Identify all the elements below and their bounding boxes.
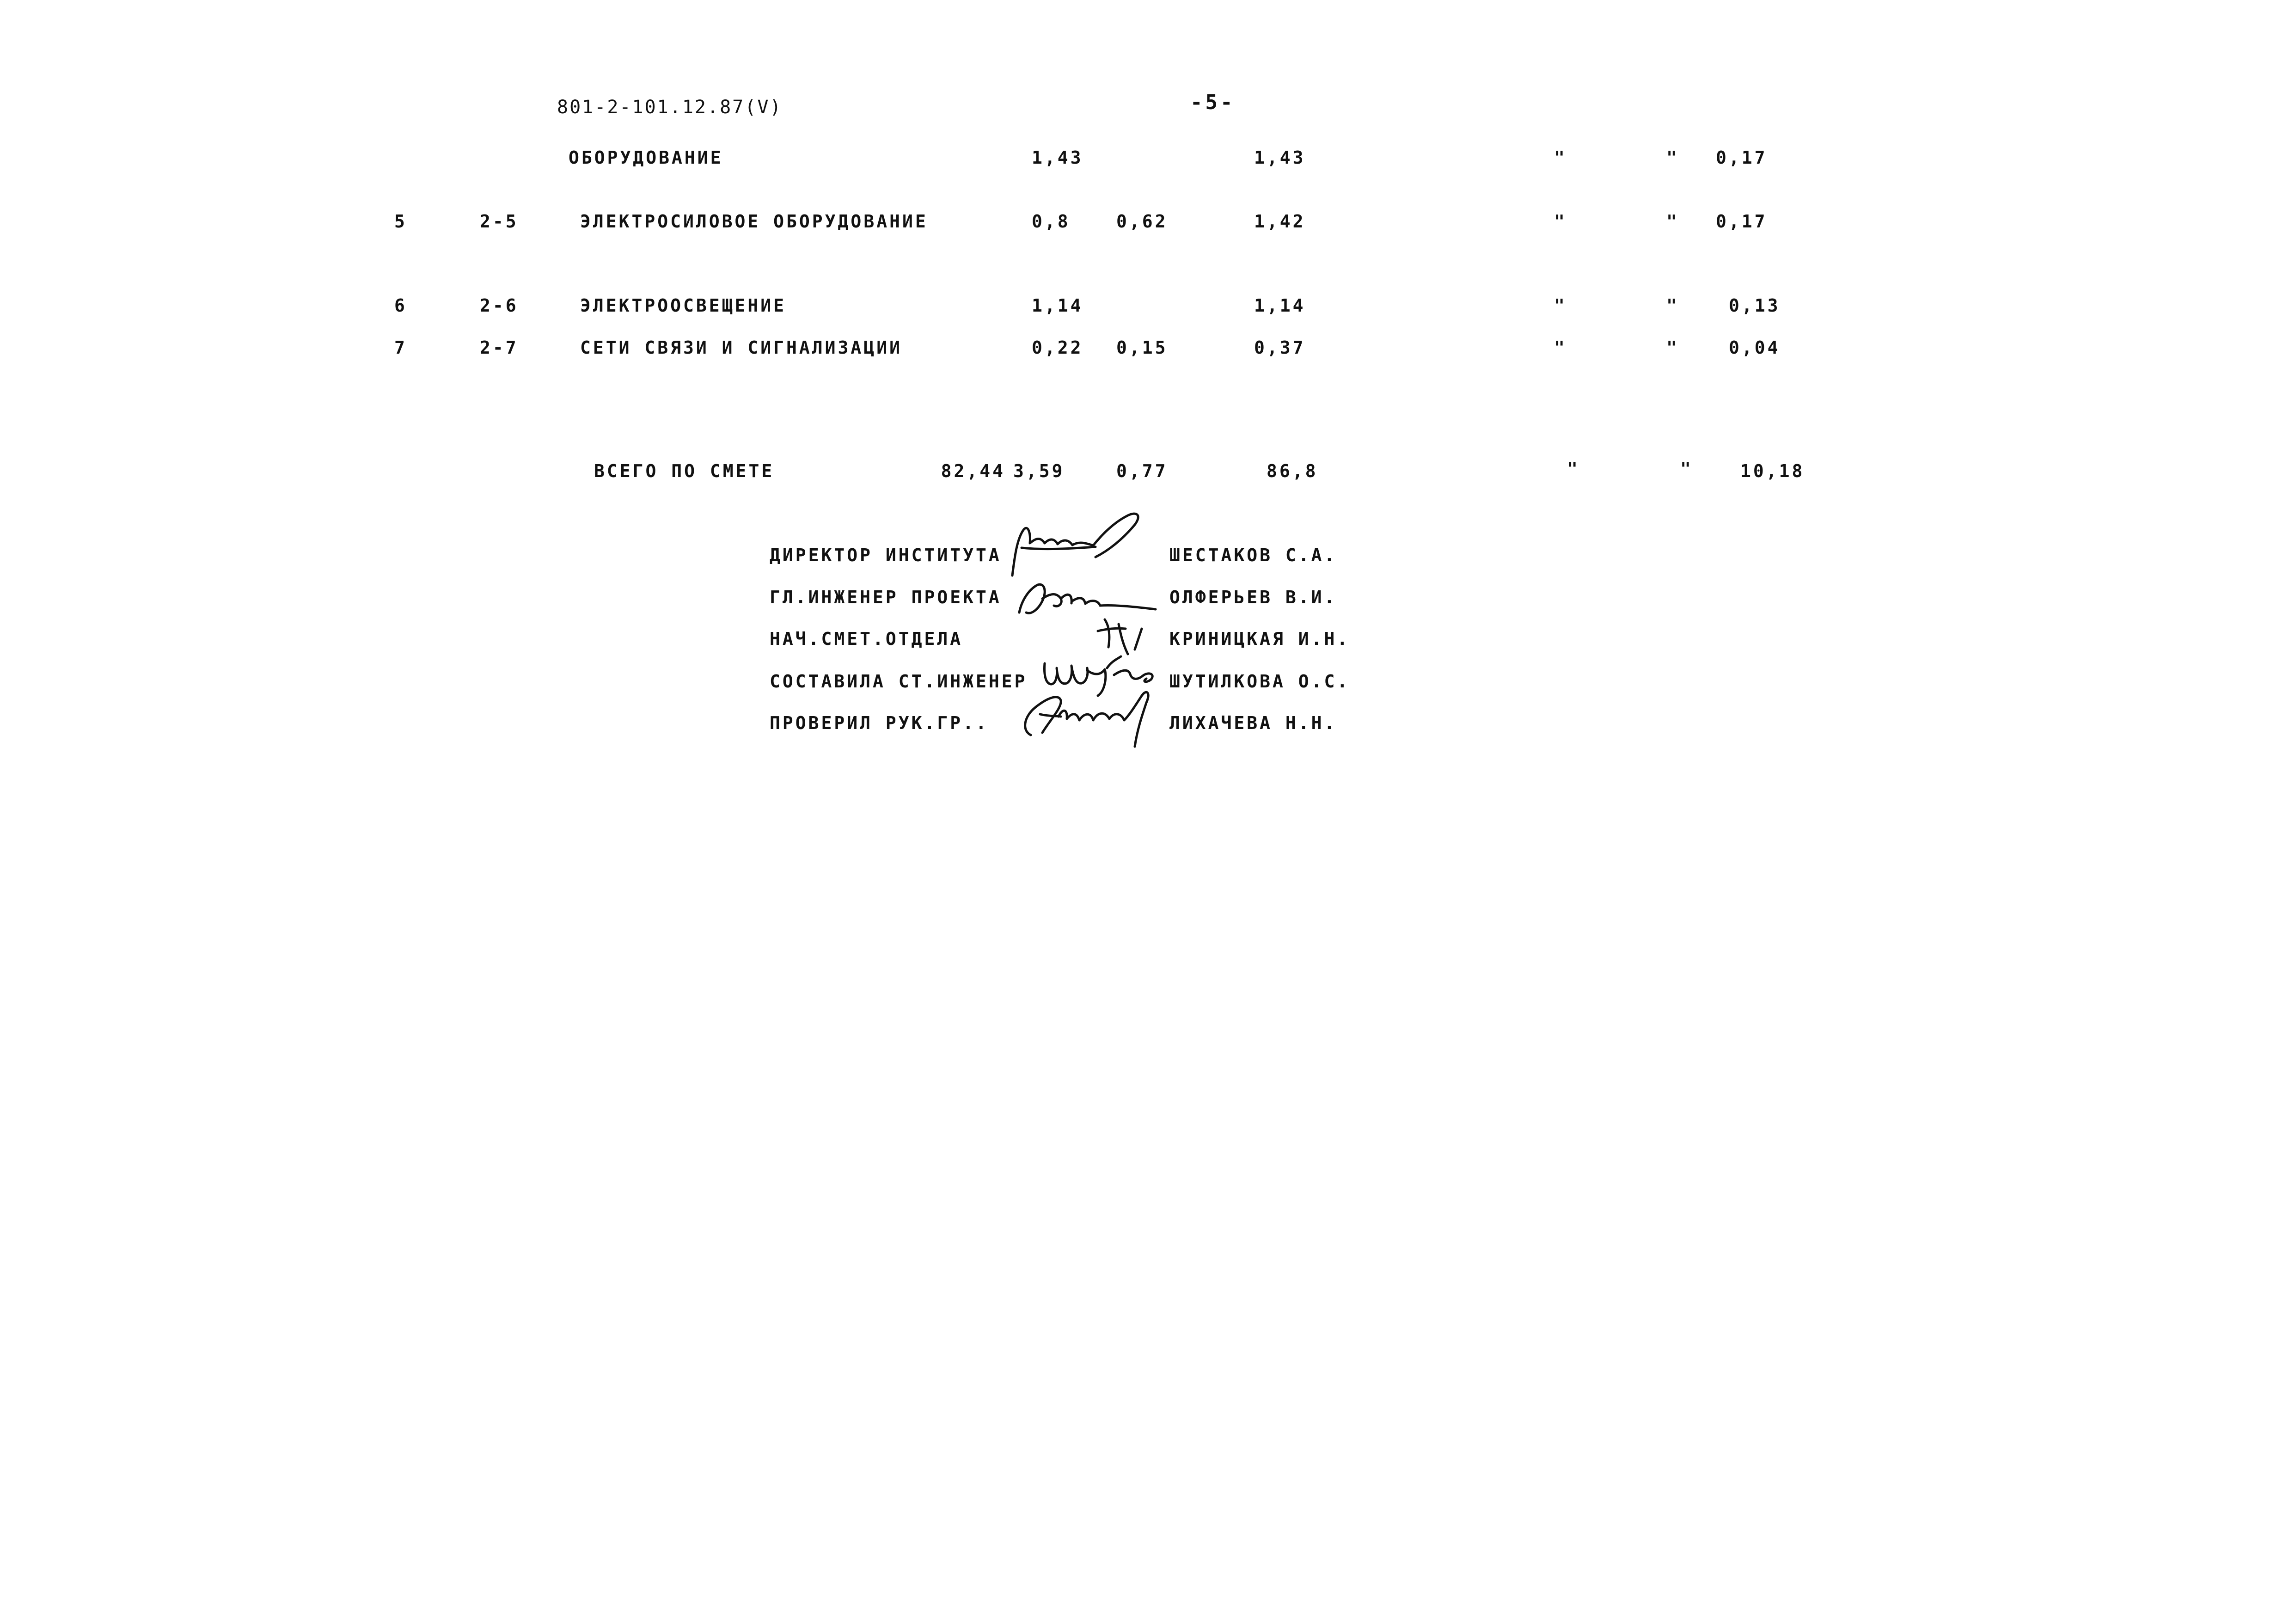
summary-total: 86,8: [1267, 461, 1318, 481]
row-name: СЕТИ СВЯЗИ И СИГНАЛИЗАЦИИ: [580, 337, 902, 358]
row-col3: 0,15: [1116, 337, 1168, 358]
row-ditto-1: ": [1554, 295, 1567, 316]
row-total: 1,14: [1254, 295, 1306, 316]
row-ditto-2: ": [1666, 295, 1679, 316]
row-ditto-2: ": [1666, 337, 1679, 358]
summary-col1: 82,44: [941, 461, 1005, 481]
signature-group-lead-image: [1003, 680, 1179, 749]
row-last: 0,13: [1729, 295, 1781, 316]
row-col2: 0,22: [1032, 337, 1083, 358]
row-col2: 1,43: [1032, 147, 1083, 168]
row-code: 2-6: [480, 295, 519, 316]
row-number: 7: [394, 337, 407, 358]
signatory-name: ЛИХАЧЕВА Н.Н.: [1169, 713, 1337, 733]
row-last: 0,04: [1729, 337, 1781, 358]
summary-ditto-2: ": [1680, 459, 1693, 479]
row-total: 1,43: [1254, 147, 1306, 168]
signatory-title: НАЧ.СМЕТ.ОТДЕЛА: [770, 629, 963, 649]
row-ditto-1: ": [1554, 147, 1567, 168]
signatory-name: ШУТИЛКОВА О.С.: [1169, 671, 1350, 692]
summary-col2: 3,59: [1013, 461, 1065, 481]
summary-ditto-1: ": [1567, 459, 1580, 479]
row-name: ОБОРУДОВАНИЕ: [569, 147, 723, 168]
document-code: 801-2-101.12.87(V): [557, 97, 783, 118]
row-name: ЭЛЕКТРОСИЛОВОЕ ОБОРУДОВАНИЕ: [580, 211, 928, 232]
signatory-name: ОЛФЕРЬЕВ В.И.: [1169, 587, 1337, 607]
signatory-name: КРИНИЦКАЯ И.Н.: [1169, 629, 1350, 649]
row-total: 0,37: [1254, 337, 1306, 358]
summary-col3: 0,77: [1116, 461, 1168, 481]
summary-label: ВСЕГО ПО СМЕТЕ: [594, 461, 775, 481]
row-col2: 1,14: [1032, 295, 1083, 316]
signatory-name: ШЕСТАКОВ С.А.: [1169, 545, 1337, 565]
row-total: 1,42: [1254, 211, 1306, 232]
page-number: -5-: [1190, 91, 1236, 114]
row-ditto-1: ": [1554, 337, 1567, 358]
signatory-title: ПРОВЕРИЛ РУК.ГР..: [770, 713, 989, 733]
row-number: 6: [394, 295, 407, 316]
row-col2: 0,8: [1032, 211, 1071, 232]
signatory-title: СОСТАВИЛА СТ.ИНЖЕНЕР: [770, 671, 1028, 692]
summary-last: 10,18: [1740, 461, 1805, 481]
signatory-title: ГЛ.ИНЖЕНЕР ПРОЕКТА: [770, 587, 1002, 607]
row-ditto-1: ": [1554, 211, 1567, 232]
row-name: ЭЛЕКТРООСВЕЩЕНИЕ: [580, 295, 787, 316]
row-code: 2-5: [480, 211, 519, 232]
row-last: 0,17: [1716, 211, 1768, 232]
row-number: 5: [394, 211, 407, 232]
signatory-title: ДИРЕКТОР ИНСТИТУТА: [770, 545, 1002, 565]
row-ditto-2: ": [1666, 147, 1679, 168]
row-last: 0,17: [1716, 147, 1768, 168]
row-col3: 0,62: [1116, 211, 1168, 232]
row-code: 2-7: [480, 337, 519, 358]
row-ditto-2: ": [1666, 211, 1679, 232]
